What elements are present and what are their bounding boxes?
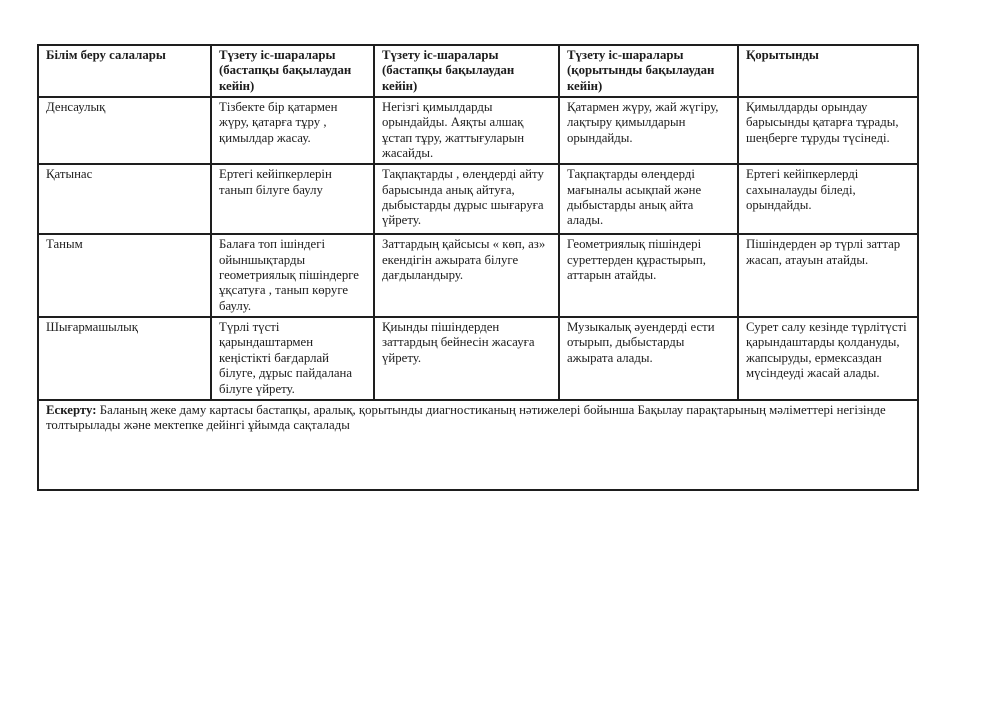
table-row-creativity	[38, 317, 918, 400]
table-header-row	[38, 45, 918, 97]
header-cell-correction-initial: Түзету іс-шаралары (бастапқы бақылаудан кейін)	[211, 45, 374, 97]
table-cell: Тізбекте бір қатармен жүру, қатарға тұру , қимылдар жасау.	[211, 97, 374, 164]
table-row-health	[38, 97, 918, 164]
table-cell: Ертегі кейіпкерлерін танып білуге баулу	[211, 164, 374, 234]
table-cell: Балаға топ ішіндегі ойыншықтарды геометриялық пішіндерге ұқсатуға , танып көруге баулу.	[211, 234, 374, 317]
note-row	[38, 400, 918, 490]
header-cell-conclusion: Қорытынды	[738, 45, 918, 97]
table-cell: Қиынды пішіндерден заттардың бейнесін жасауға үйрету.	[374, 317, 559, 400]
table-cell: Ертегі кейіпкерлерді сахыналауды біледі, орындайды.	[738, 164, 918, 234]
table-cell: Қимылдарды орындау барысынды қатарға тұрады, шеңберге тұруды түсінеді.	[738, 97, 918, 164]
table-cell: Музыкалық әуендерді ести отырып, дыбыстарды ажырата алады.	[559, 317, 738, 400]
header-cell-correction-final: Түзету іс-шаралары (қорытынды бақылаудан кейін)	[559, 45, 738, 97]
table-cell: Геометриялық пішіндері суреттерден құрастырып, аттарын атайды.	[559, 234, 738, 317]
table-cell: Тақпақтарды өлеңдерді мағыналы асықпай және дыбыстарды анық айта алады.	[559, 164, 738, 234]
header-cell-correction-initial-2: Түзету іс-шаралары (бастапқы бақылаудан кейін)	[374, 45, 559, 97]
table-row-cognition	[38, 234, 918, 317]
assessment-table	[37, 44, 919, 491]
table-cell: Сурет салу кезінде түрлітүсті қарындаштарды қолдануды, жапсыруды, ермексаздан мүсіндеуді жасай алады.	[738, 317, 918, 400]
row-label-communication: Қатынас	[38, 164, 211, 234]
table-cell: Түрлі түсті қарындаштармен кеңістікті бағдарлай білуге, дұрыс пайдалана білуге үйрету.	[211, 317, 374, 400]
note-label: Ескерту:	[46, 402, 97, 417]
table-cell: Қатармен жүру, жай жүгіру, лақтыру қимылдарын орындайды.	[559, 97, 738, 164]
table-cell: Тақпақтарды , өлеңдерді айту барысында анық айтуға, дыбыстарды дұрыс шығаруға үйрету.	[374, 164, 559, 234]
table-cell: Негізгі қимылдарды орындайды. Аяқты алшақ ұстап тұру, жаттығуларын жасайды.	[374, 97, 559, 164]
row-label-cognition: Таным	[38, 234, 211, 317]
table-row-communication	[38, 164, 918, 234]
header-cell-education-areas: Білім беру салалары	[38, 45, 211, 97]
note-text: Баланың жеке даму картасы бастапқы, аралық, қорытынды диагностиканың нәтижелері бойынша Бақылау парақтарының мәліметтері негізінде толтырылады және мектепке дейінгі ұйымда сақталады	[46, 402, 886, 433]
note-cell	[38, 400, 918, 490]
row-label-health: Денсаулық	[38, 97, 211, 164]
table-cell: Пішіндерден әр түрлі заттар жасап, атауын атайды.	[738, 234, 918, 317]
row-label-creativity: Шығармашылық	[38, 317, 211, 400]
table-cell: Заттардың қайсысы « көп, аз» екендігін ажырата білуге дағдыландыру.	[374, 234, 559, 317]
